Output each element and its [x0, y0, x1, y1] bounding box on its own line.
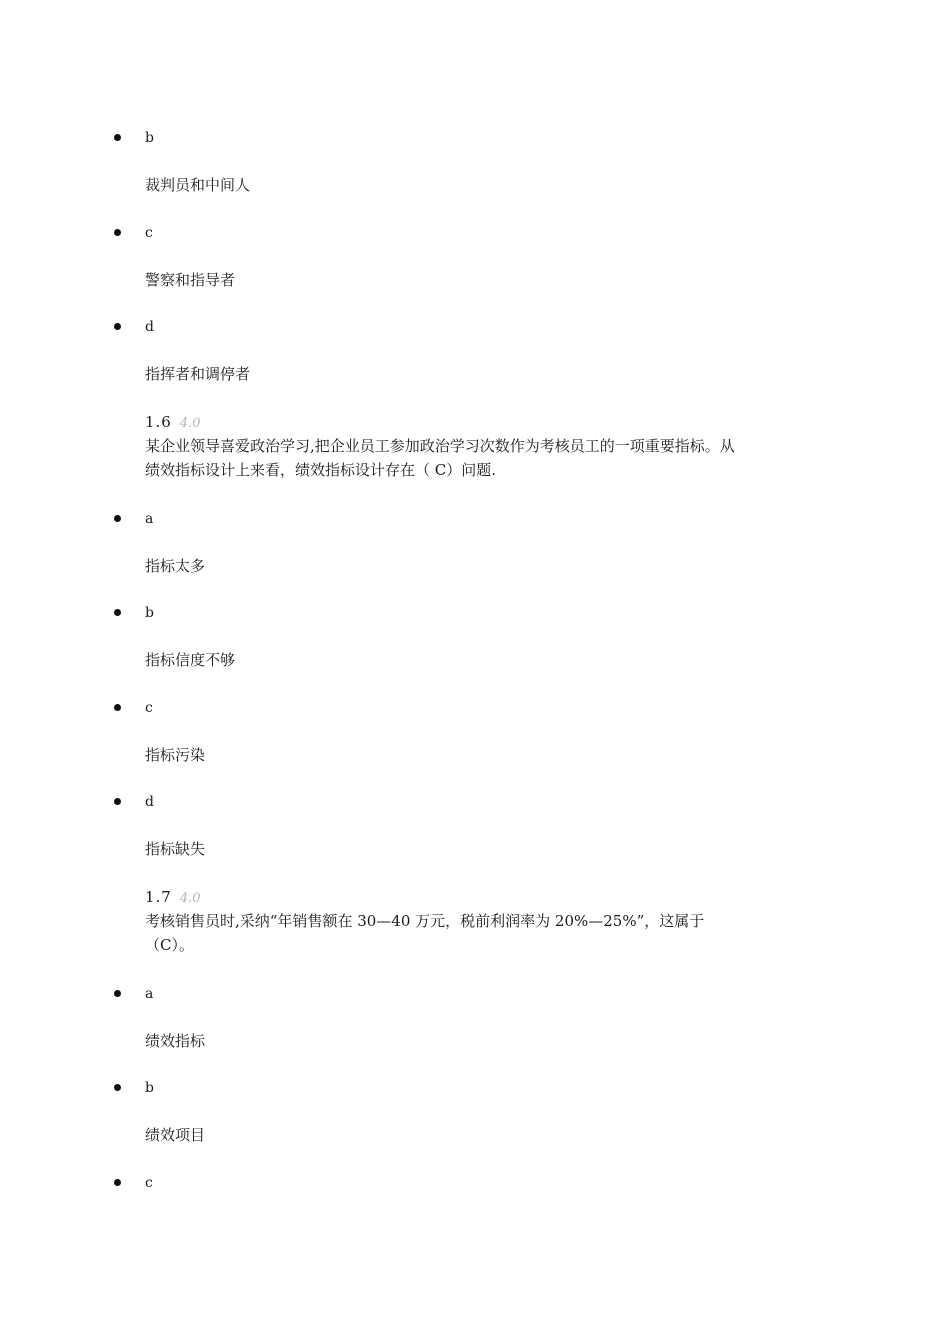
option-text: 指标缺失	[145, 840, 206, 858]
option-letter: c	[145, 225, 153, 241]
question-number: 1.7	[145, 888, 172, 906]
option-text-row	[0, 1030, 950, 1052]
question-score: 4.0	[179, 416, 201, 431]
question-text	[145, 434, 845, 482]
question-text-line: 考核销售员时,采纳“年销售额在 30—40 万元，税前利润率为 20%—25%”，这属于	[145, 912, 705, 930]
option-letter: a	[145, 986, 154, 1002]
option-text: 绩效指标	[145, 1032, 206, 1050]
bullet-icon	[114, 704, 121, 711]
option-a-row	[0, 983, 950, 1005]
question-header	[0, 886, 950, 908]
option-text: 指挥者和调停者	[145, 365, 251, 383]
option-d-row	[0, 316, 950, 338]
option-text: 警察和指导者	[145, 271, 236, 289]
option-c-row	[0, 1172, 950, 1194]
option-b-row	[0, 602, 950, 624]
question-text-line: 绩效指标设计上来看，绩效指标设计存在（ C）问题.	[145, 461, 497, 479]
question-text-line: （C）。	[145, 936, 194, 954]
option-text-row	[0, 555, 950, 577]
option-letter: b	[145, 130, 154, 146]
option-b-row	[0, 1077, 950, 1099]
option-a-row	[0, 508, 950, 530]
bullet-icon	[114, 990, 121, 997]
option-b-row	[0, 127, 950, 149]
option-letter: d	[145, 794, 154, 810]
option-letter: a	[145, 511, 154, 527]
question-number: 1.6	[145, 413, 172, 431]
option-letter: c	[145, 1175, 153, 1191]
bullet-icon	[114, 609, 121, 616]
option-letter: b	[145, 1080, 154, 1096]
bullet-icon	[114, 134, 121, 141]
bullet-icon	[114, 229, 121, 236]
option-text: 裁判员和中间人	[145, 176, 251, 194]
option-letter: b	[145, 605, 154, 621]
option-letter: d	[145, 319, 154, 335]
option-letter: c	[145, 700, 153, 716]
bullet-icon	[114, 515, 121, 522]
question-number-line	[145, 886, 201, 910]
bullet-icon	[114, 1179, 121, 1186]
question-number-line	[145, 411, 201, 435]
option-c-row	[0, 697, 950, 719]
option-text: 绩效项目	[145, 1126, 206, 1144]
option-text-row	[0, 363, 950, 385]
option-text-row	[0, 269, 950, 291]
bullet-icon	[114, 798, 121, 805]
option-c-row	[0, 222, 950, 244]
option-text-row	[0, 649, 950, 671]
question-text-line: 某企业领导喜爱政治学习,把企业员工参加政治学习次数作为考核员工的一项重要指标。从	[145, 437, 735, 455]
option-text-row	[0, 1124, 950, 1146]
option-text: 指标太多	[145, 557, 206, 575]
option-text: 指标污染	[145, 746, 206, 764]
question-header	[0, 411, 950, 433]
option-text-row	[0, 838, 950, 860]
question-text	[145, 909, 845, 957]
question-score: 4.0	[179, 891, 201, 906]
option-text: 指标信度不够	[145, 651, 236, 669]
bullet-icon	[114, 323, 121, 330]
bullet-icon	[114, 1084, 121, 1091]
option-d-row	[0, 791, 950, 813]
option-text-row	[0, 744, 950, 766]
option-text-row	[0, 174, 950, 196]
